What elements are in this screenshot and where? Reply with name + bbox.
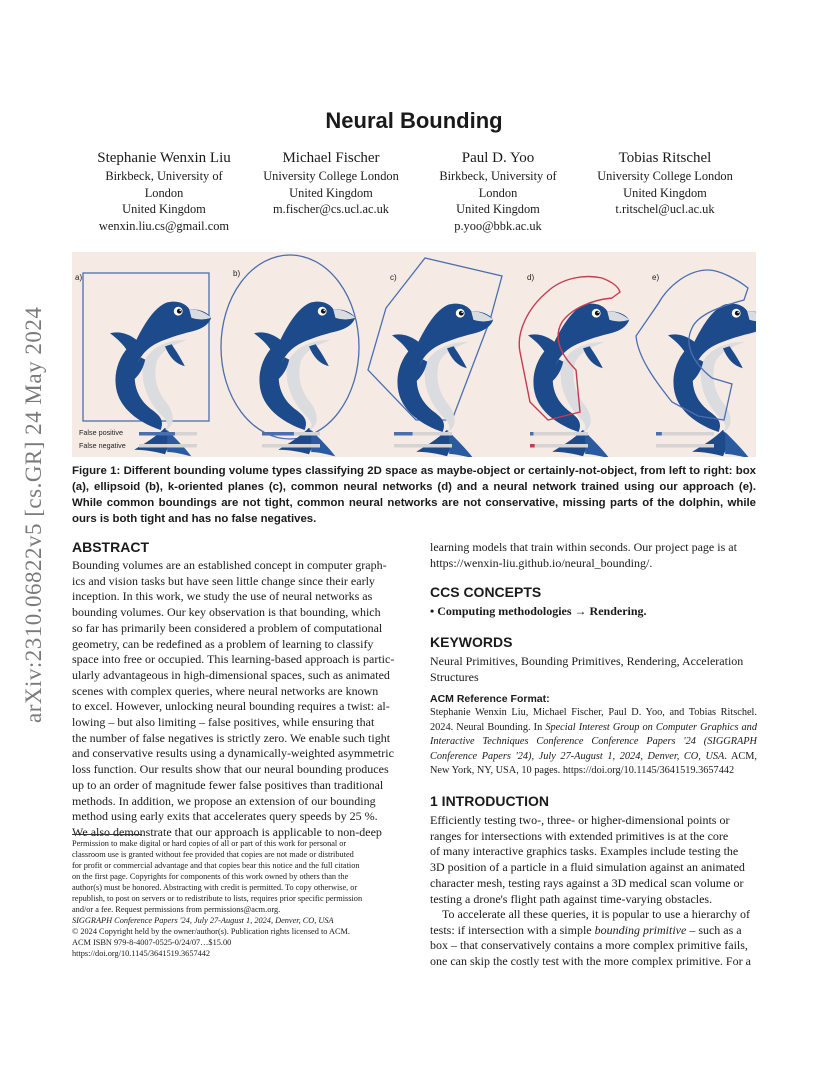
abstract-line: methods. In addition, we propose an extension of our bounding [72,793,376,808]
caption-label: Figure 1: [72,465,121,477]
intro-text: – such as a [686,922,742,937]
abstract-line: the number of false negatives is strictly zero. We enable such tight [72,730,391,745]
author-affiliation: London [478,185,518,200]
author-country: United Kingdom [122,202,206,216]
abstract-body [72,558,400,841]
abstract-line: scenes with complex queries, where neural networks are known [72,683,379,698]
ccs-heading: CCS CONCEPTS [430,584,542,600]
ccs-item: • Computing methodologies → Rendering. [430,604,647,618]
false-positive-bar-fill [262,432,294,436]
false-negative-bar-track [656,444,714,448]
false-negative-bar-track [139,444,197,448]
author-email: p.yoo@bbk.ac.uk [454,218,542,233]
intro-line: of many interactive graphics tasks. Examples include testing the [430,844,739,859]
false-positive-bar-track [656,432,714,436]
author-affiliation: London [144,185,184,200]
abstract-line: and conservative results using a dynamically-weighted asymmetric [72,746,394,761]
introduction-body [430,813,757,907]
author-block-2 [246,148,416,218]
panel-label-e: e) [652,273,660,282]
legend-false-positive: False positive [79,428,123,437]
author-country: United Kingdom [623,185,707,200]
abstract-continuation-line: learning models that train within seconds. Our project page is at [430,540,737,554]
abstract-line: loss function. Our results show that our neural bounding produces [72,762,389,777]
footnote-line: republish, to post on servers or to redistribute to lists, requires prior specific permission [72,894,363,903]
panel-b [221,255,359,456]
footnote-isbn: ACM ISBN 979-8-4007-0525-0/24/07…$15.00 [72,938,232,947]
paper-title: Neural Bounding [325,108,503,133]
footnote-venue: SIGGRAPH Conference Papers '24, July 27-August 1, 2024, Denver, CO, USA [72,916,334,925]
abstract-line: up to an order of magnitude fewer false positives than traditional [72,777,384,792]
author-name: Paul D. Yoo [461,150,535,166]
footnote-block [72,838,394,959]
intro-line: ranges for intersections with extended primitives is at the core [430,828,729,843]
author-affiliation: University College London [263,169,399,183]
false-negative-bar-track [262,444,320,448]
intro-p2-line-2 [430,923,757,939]
figure-1 [72,252,756,457]
abstract-line: so far has primarily been considered a problem of computational [72,620,383,635]
intro-p2-line: one can skip the costly test with the more complex primitive. For a [430,954,751,969]
abstract-line: to excel. However, unlocking neural bounding requires a twist: al- [72,699,390,714]
panel-e [636,270,756,457]
abstract-line: We also demonstrate that our approach is applicable to non-deep [72,824,382,839]
author-name: Michael Fischer [282,150,380,166]
abstract-line: ularly advantageous in high-dimensional spaces, such as animated [72,667,390,682]
false-positive-bar-fill [139,432,175,436]
intro-p2-line: box – that conservatively contains a more complex primitive fails, [430,938,748,953]
abstract-line: geometry, can be redefined as a problem of learning to classify [72,636,374,651]
abstract-line: method using early exits that accelerates query speeds by 25 %. [72,809,378,824]
abstract-continuation-line: https://wenxin-liu.github.io/neural_bounding/. [430,555,653,570]
author-block-4 [580,148,750,218]
author-affiliation: Birkbeck, University of [439,169,557,183]
footnote-line: Permission to make digital or hard copies of all or part of this work for personal or [72,839,347,848]
abstract-line: Bounding volumes are an established concept in computer graph- [72,558,387,572]
false-positive-bar-fill [656,432,662,436]
permission-notice [72,838,394,915]
false-positive-bar-fill [530,432,533,436]
author-affiliation: University College London [597,169,733,183]
author-name: Stephanie Wenxin Liu [97,150,231,166]
error-bars [139,432,714,448]
footnote-copyright: © 2024 Copyright held by the owner/author(s). Publication rights licensed to ACM. [72,927,350,936]
legend-false-negative: False negative [79,441,126,450]
intro-p2-rest [430,938,757,969]
intro-p2-line-1: To accelerate all these queries, it is popular to use a hierarchy of [442,907,751,921]
acm-ref-venue: Special Interest Group on Computer Graphics and Interactive Techniques Conference Conference Papers '24 (SIGGRAPH Conference Papers '24), July 27-August 1, 2024, Denver, CO, USA [430,721,757,762]
panel-label-a: a) [75,273,83,282]
false-negative-bar-fill [530,444,535,448]
abstract-line: bounding volumes. Our key observation is that bounding, which [72,605,381,620]
abstract-line: inception. In this work, we study the use of neural networks as [72,589,373,604]
panel-label-c: c) [390,273,397,282]
footnote-rule [72,834,142,835]
intro-line: 3D position of a particle in a fluid simulation against an animated [430,860,745,875]
footnote-line: on the first page. Copyrights for components of this work owned by others than the [72,872,349,881]
keywords-line: Structures [430,669,479,684]
keywords-line: Neural Primitives, Bounding Primitives, Rendering, Acceleration [430,654,744,668]
acm-reference-text [430,706,757,779]
keywords-text [430,654,757,685]
author-email: wenxin.liu.cs@gmail.com [98,218,230,233]
footnote-line: author(s) must be honored. Abstracting with credit is permitted. To copy otherwise, or [72,883,358,892]
abstract-heading: ABSTRACT [72,539,149,555]
false-negative-bar-track [530,444,588,448]
author-block-3 [413,148,583,234]
false-positive-bar-fill [394,432,413,436]
intro-line: character mesh, testing rays against a 3D medical scan volume or [430,875,744,890]
intro-text: tests: if intersection with a simple [430,922,592,937]
keywords-heading: KEYWORDS [430,634,513,650]
author-name: Tobias Ritschel [618,150,712,166]
author-block-1 [79,148,249,234]
author-affiliation: Birkbeck, University of [105,169,223,183]
intro-emphasis: bounding primitive [594,922,687,937]
intro-line: testing a drone's flight path against time-varying obstacles. [430,891,713,906]
author-country: United Kingdom [456,202,540,216]
footnote-doi: https://doi.org/10.1145/3641519.3657442 [72,949,211,958]
caption-text: Different bounding volume types classifying 2D space as maybe-object or certainly-not-object, from left to right: box (a), ellipsoid (b), k-oriented planes (c), common neural networks (d) and a neural network trained using our approach (e). While common boundings are not tight, common neural networks are not conservative, missing parts of the dolphin, while ours is both tight and has no false negatives. [72,465,757,525]
author-country: United Kingdom [289,185,373,200]
author-email: m.fischer@cs.ucl.ac.uk [273,202,389,216]
panel-label-d: d) [527,273,535,282]
abstract-line: lowing – but also limiting – false positives, while ensuring that [72,715,375,730]
false-positive-bar-track [530,432,588,436]
author-email: t.ritschel@ucl.ac.uk [615,202,715,216]
figure-1-caption [72,463,756,527]
footnote-line: classroom use is granted without fee provided that copies are not made or distributed [72,850,354,859]
introduction-paragraph-2 [430,907,757,970]
panel-d [519,273,629,457]
figure-1-illustration [72,252,756,457]
acm-ref-title: 2024. Neural Bounding. In [430,721,543,733]
panel-c [368,258,502,457]
abstract-line: space into free or occupied. This learning-based approach is partic- [72,652,395,667]
acm-reference-label: ACM Reference Format: [430,693,550,705]
panel-label-b: b) [233,269,241,278]
footnote-line: and/or a fee. Request permissions from permissions@acm.org. [72,905,281,914]
abstract-continuation [430,540,757,571]
false-negative-bar-track [394,444,452,448]
intro-line: Efficiently testing two-, three- or higher-dimensional points or [430,813,730,827]
acm-ref-authors: Stephanie Wenxin Liu, Michael Fischer, Paul D. Yoo, and Tobias Ritschel. [430,707,757,718]
abstract-line: ics and vision tasks but have seen little change since their early [72,573,375,588]
acm-ref-rest: . ACM, New York, NY, USA, 10 pages. https://doi.org/10.1145/3641519.3657442 [430,750,757,776]
introduction-heading: 1 INTRODUCTION [430,793,549,809]
arxiv-sidebar-id: arXiv:2310.06822v5 [cs.GR] 24 May 2024 [21,306,46,724]
footnote-line: for profit or commercial advantage and that copies bear this notice and the full citation [72,861,360,870]
